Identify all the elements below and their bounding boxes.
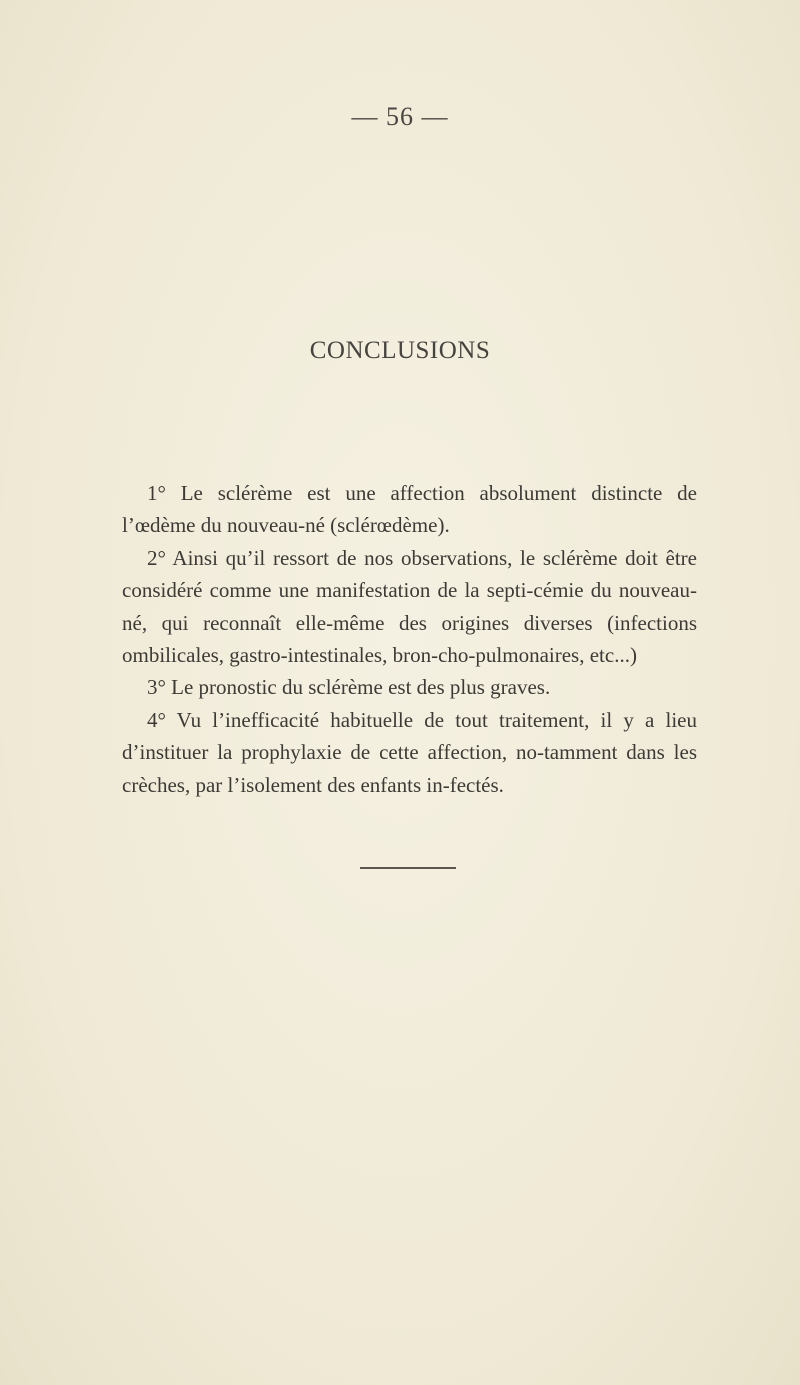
conclusion-paragraph-4: 4° Vu l’inefficacité habituelle de tout traitement, il y a lieu d’instituer la prophylaxie de cette affection, no-tamment dans les crèches, par l’isolement des enfants in-fectés. <box>122 707 697 797</box>
section-title: CONCLUSIONS <box>309 337 491 364</box>
conclusion-paragraph-2: 2° Ainsi qu’il ressort de nos observations, le sclérème doit être considéré comme une manifestation de la septi-cémie du nouveau-né, qui reconnaît elle-même des origines diverses (infections ombilicales, gastro-intestinales, bron-cho-pulmonaires, etc...) <box>122 545 697 668</box>
conclusion-paragraph-3: 3° Le pronostic du sclérème est des plus graves. <box>147 675 551 700</box>
conclusions-list <box>122 477 697 801</box>
page-number: — 56 — <box>351 102 449 131</box>
conclusion-paragraph-1: 1° Le sclérème est une affection absolument distincte de l’œdème du nouveau-né (sclérœdème). <box>122 481 697 538</box>
closing-rule <box>360 867 456 869</box>
